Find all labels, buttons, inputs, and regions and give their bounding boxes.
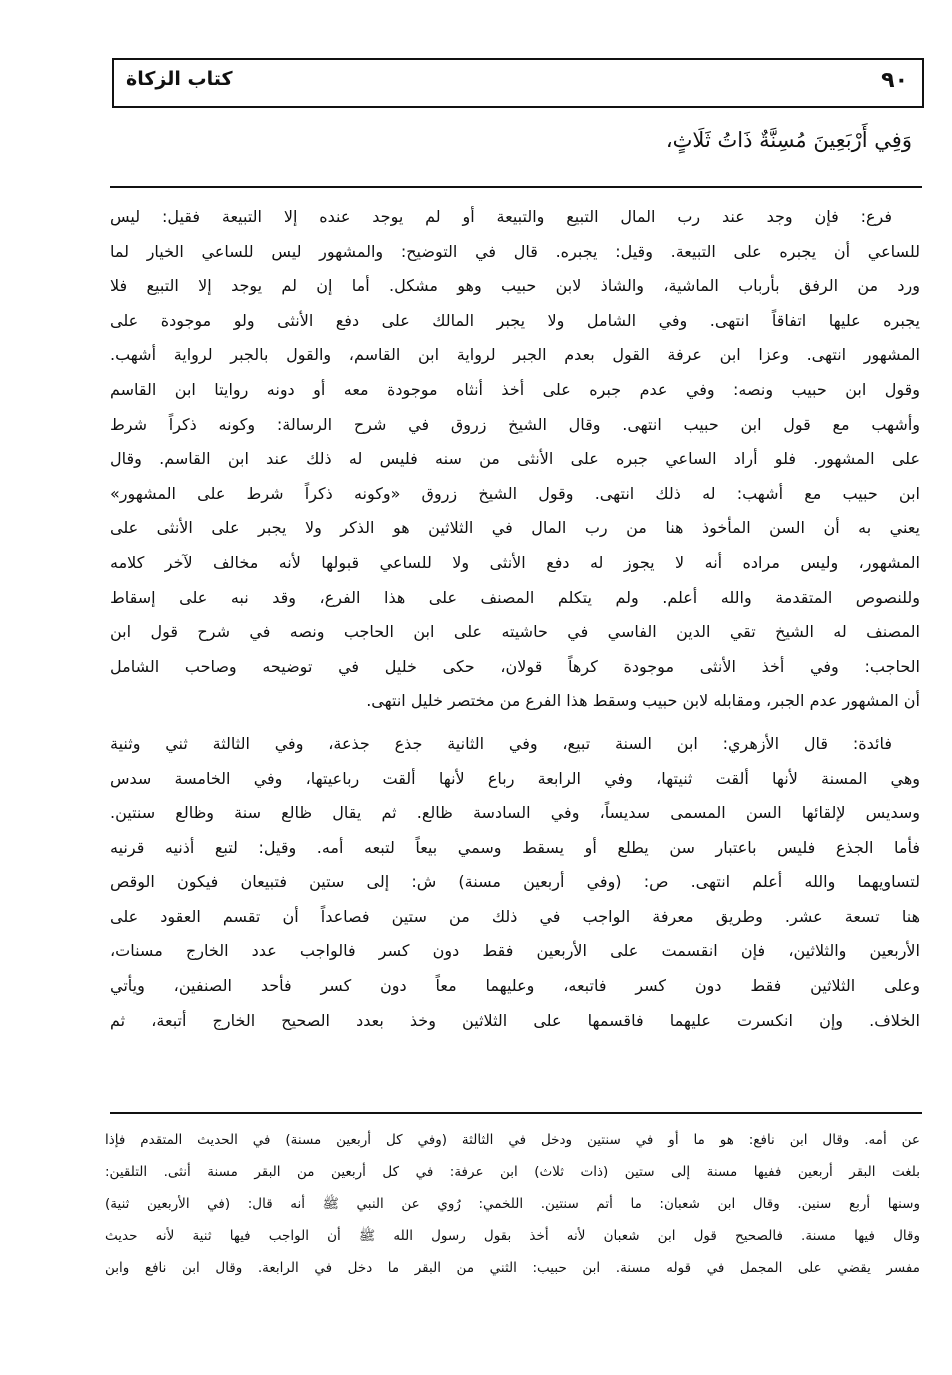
text-line: يعني به أن السن المأخوذ هنا من رب المال في الثلاثين هو الذكر ولا يجبر على الأنثى على [110,518,920,538]
text-line: الخلاف. وإن انكسرت عليهما فاقسمها على الثلاثين وخذ بعدد الصحيح الخارج أتبعة، ثم [110,1010,920,1030]
text-line: المشهور انتهى. وعزا ابن عرفة القول بعدم الجبر لرواية ابن القاسم، والقول بالجبر لرواية أشهب. [110,345,920,365]
text-line: ابن حبيب مع أشهب: له ذلك انتهى. وقول الشيخ زروق «وكونه ذكراً شرط على المشهور» [110,483,920,503]
page-number: ٩٠ [881,68,908,93]
footnote-line: بلغت البقر أربعين ففيها مسنة إلى ستين (ذات ثلاث) ابن عرفة: في كل أربعين من البقر مسنة أنثى. التلقين: [105,1164,920,1180]
text-line: وهي المسنة لأنها ألقت ثنيتها، وفي الرابعة رباع لأنها ألقت رباعيتها، وفي الخامسة سدس [110,768,920,788]
footnote-divider [110,1112,922,1114]
text-line: وسديس لإلقائها السن المسمى سديساً، وفي السادسة ظالع. ثم يقال ظالع سنة وظالع سنتين. [110,803,920,823]
footnotes [105,1124,920,1284]
footnote-line: عن أمه. وقال ابن نافع: هو ما أو في سنتين ودخل في الثالثة (وفي كل أربعين مسنة) في الحديث المتقدم فإذا [105,1132,920,1148]
footnote-line: وسنها أربع سنين. وقال ابن شعبان: ما أتم سنتين. اللخمي: رُوي عن النبي ﷺ أنه قال: (في الأربعين ثنية) [105,1196,920,1212]
footnote-line: وقال فيها مسنة. فالصحيح قول ابن شعبان لأنه أخذ بقول رسول الله ﷺ أن الواجب فيها ثنية لأنه حديث [105,1228,920,1244]
text-line: وعلى الثلاثين فقط دون كسر فاتبعه، وعليهما معاً دون كسر فأحد الصنفين، ويأتي [110,976,920,996]
text-line: فائدة: قال الأزهري: ابن السنة تبيع، وفي الثانية جذع جذعة، وفي الثالثة ثني وثنية [110,733,892,753]
text-line: يجبره عليها اتفاقاً انتهى. وفي الشامل ولا يجبر المالك على دفع الأنثى ولو موجودة على [110,310,920,330]
text-line: وقول ابن حبيب ونصه: وفي عدم جبره على أخذ أنثاه موجودة معه أو دونه روايتا ابن القاسم [110,379,920,399]
text-line: على المشهور. فلو أراد الساعي جبره على الأنثى من سنه فليس له ذلك عند ابن القاسم. وقال [110,449,920,469]
text-line: فأما الجذع فليس باعتبار سن يطلع أو يسقط وسمي بيعاً لتبعه أمه. وقيل: لتبع أذنيه قرنيه [110,837,920,857]
text-line: ورد من الرفق بأرباب الماشية، والشاذ لابن حبيب وهو مشكل. أما إن لم يوجد إلا التبيع فلا [110,276,920,296]
text-line: المشهور، وليس مراده أنه لا يجوز له دفع الأنثى ولا للساعي قبولها لأنه مخالف لآخر كلامه [110,552,920,572]
text-divider [110,186,922,188]
text-line: وللنصوص المتقدمة والله أعلم. ولم يتكلم المصنف على هذا الفرع، وقد نبه على إسقاط [110,587,920,607]
book-chapter-title: كتاب الزكاة [126,68,233,90]
text-line: الحاجب: وفي أخذ الأنثى موجودة كرهاً قولان، حكى خليل في توضيحه وصاحب الشامل [110,656,920,676]
text-line: للساعي أن يجبره على التبيعة. وقيل: يجبره. قال في التوضيح: والمشهور ليس للساعي الخيار لما [110,241,920,261]
matn-verse: وَفِي أَرْبَعِينَ مُسِنَّةٌ ذَاتُ ثَلَاثٍ، [665,128,912,152]
running-header [112,58,924,108]
text-line: لتساويهما والله أعلم انتهى. ص: (وفي أربعين مسنة) ش: إلى ستين فتبيعان فيكون الوقص [110,872,920,892]
text-line: أن المشهور عدم الجبر، ومقابله لابن حبيب وسقط هذا الفرع من مختصر خليل انتهى. [366,691,920,711]
text-line: المصنف له الشيخ تقي الدين الفاسي في حاشيته على ابن الحاجب ونصه في شرح قول ابن [110,622,920,642]
text-line: الأربعين والثلاثين، فإن انقسمت على الأربعين فقط دون كسر فالواجب عدد الخارج مسنات، [110,941,920,961]
text-line: فرع: فإن وجد عند رب المال التبيع والتبيعة أو لم يوجد عنده إلا التبيعة فقيل: ليس [110,207,892,226]
footnote-line: مفسر يقضي على المجمل في قوله مسنة. ابن حبيب: الثني من البقر ما دخل في الرابعة. وقال ابن نافع وابن [105,1260,920,1276]
text-line: وأشهب مع قول ابن حبيب انتهى. وقال الشيخ زروق في شرح الرسالة: وكونه ذكراً شرط [110,414,920,434]
text-line: هنا تسعة عشر. وطريق معرفة الواجب في ذلك من ستين فصاعداً أن تقسم العقود على [110,906,920,926]
commentary-body [110,200,920,1038]
